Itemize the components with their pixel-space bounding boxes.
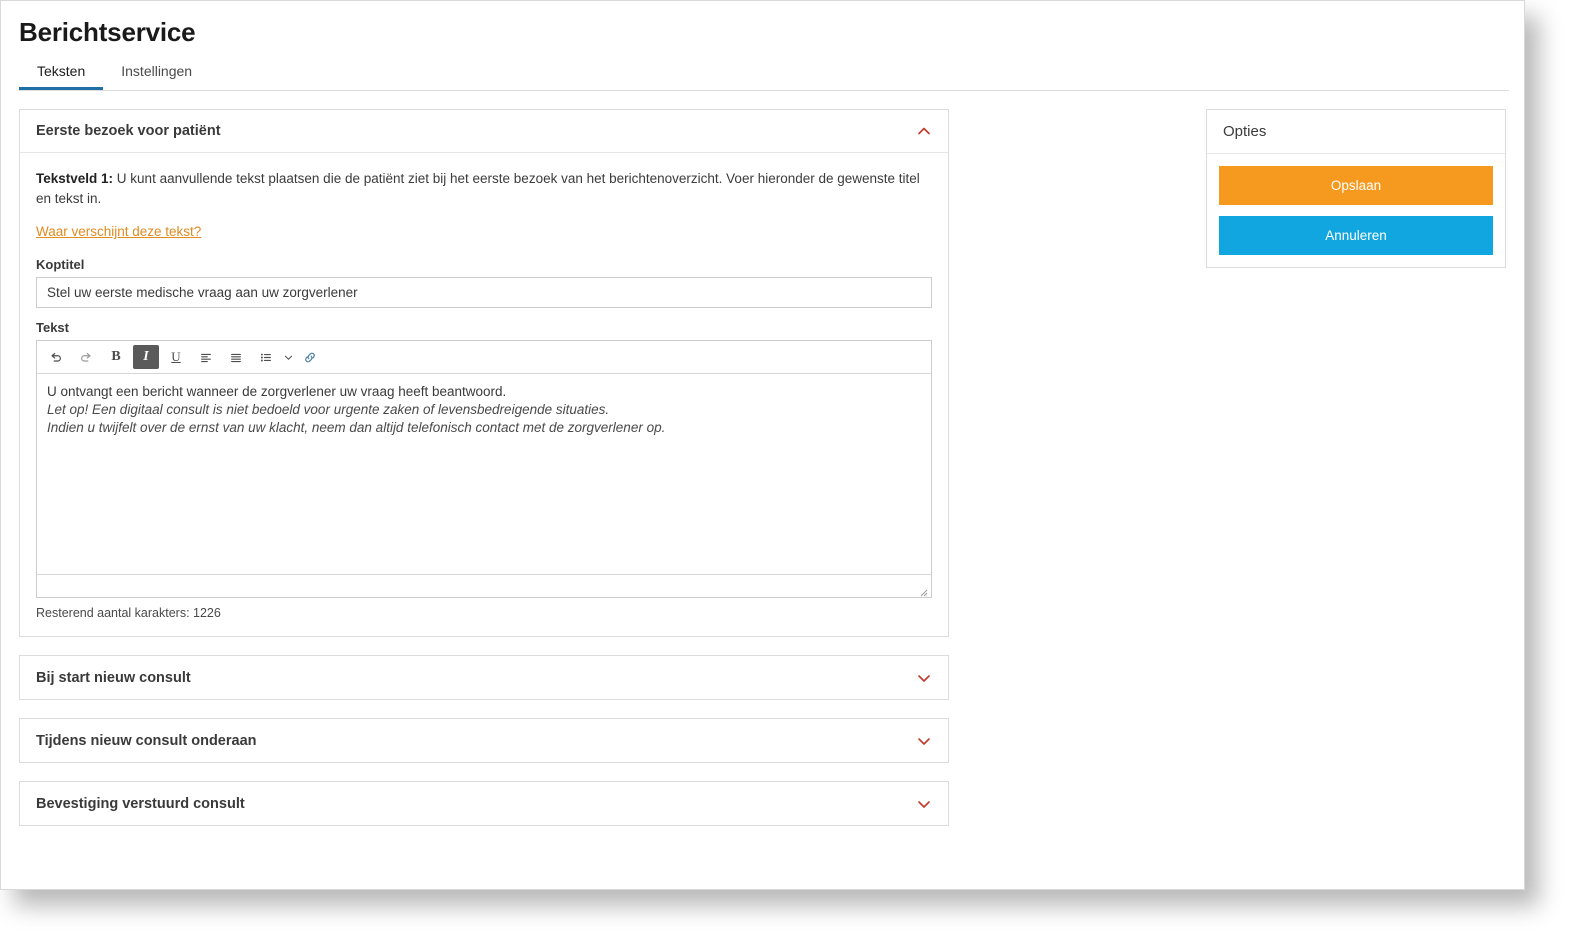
editor-content[interactable] — [37, 374, 931, 574]
save-button[interactable]: Opslaan — [1219, 166, 1493, 205]
editor-line-3: Indien u twijfelt over de ernst van uw klacht, neem dan altijd telefonisch contact met de zorgverlener op. — [47, 420, 666, 435]
page-title: Berichtservice — [19, 17, 196, 47]
resize-handle-icon[interactable] — [918, 584, 928, 594]
koptitel-label: Koptitel — [36, 257, 85, 272]
section-title: Eerste bezoek voor patiënt — [36, 123, 221, 139]
align-justify-icon[interactable] — [223, 345, 249, 369]
sections-column — [19, 109, 949, 844]
koptitel-input[interactable] — [36, 277, 932, 308]
help-link-waar-verschijnt[interactable]: Waar verschijnt deze tekst? — [36, 224, 202, 239]
section-bij-start-nieuw-consult — [19, 655, 949, 700]
section-eerste-bezoek — [19, 109, 949, 637]
section-header-eerste-bezoek[interactable] — [20, 110, 948, 153]
options-title: Opties — [1223, 123, 1267, 140]
section-title: Bij start nieuw consult — [36, 669, 191, 686]
options-column — [1206, 109, 1506, 844]
section-header-bevestiging-verstuurd-consult[interactable] — [20, 782, 948, 825]
options-header — [1207, 110, 1505, 154]
editor-line-2: Let op! Een digitaal consult is niet bedoeld voor urgente zaken of levensbedreigende situaties. — [47, 402, 610, 417]
tekst-label: Tekst — [36, 320, 69, 335]
chevron-down-icon[interactable] — [916, 670, 932, 686]
link-icon[interactable] — [297, 345, 323, 369]
editor-line-1: U ontvangt een bericht wanneer de zorgverlener uw vraag heeft beantwoord. — [47, 384, 507, 399]
italic-icon[interactable]: I — [133, 345, 159, 369]
section-title: Tijdens nieuw consult onderaan — [36, 732, 257, 749]
section-bevestiging-verstuurd-consult — [19, 781, 949, 826]
content-area — [1, 91, 1524, 862]
chevron-down-icon[interactable] — [916, 796, 932, 812]
chevron-down-icon[interactable] — [916, 733, 932, 749]
rich-text-editor — [36, 340, 932, 598]
section-description-text: U kunt aanvullende tekst plaatsen die de patiënt ziet bij het eerste bezoek van het berichtenoverzicht. Voer hieronder de gewenste titel en tekst in. — [36, 171, 920, 206]
layout-spacer — [949, 109, 1206, 844]
section-tijdens-nieuw-consult-onderaan — [19, 718, 949, 763]
underline-icon[interactable]: U — [163, 345, 189, 369]
tab-instellingen[interactable]: Instellingen — [121, 63, 193, 79]
redo-icon[interactable] — [73, 345, 99, 369]
section-description — [36, 169, 932, 209]
align-left-icon[interactable] — [193, 345, 219, 369]
cancel-button[interactable]: Annuleren — [1219, 216, 1493, 255]
editor-footer — [37, 574, 931, 597]
bullet-list-icon[interactable] — [253, 345, 279, 369]
character-counter: Resterend aantal karakters: 1226 — [36, 606, 221, 620]
editor-toolbar — [37, 341, 931, 374]
section-description-label: Tekstveld 1: — [36, 171, 114, 186]
undo-icon[interactable] — [43, 345, 69, 369]
bold-icon[interactable]: B — [103, 345, 129, 369]
tab-bar — [19, 60, 1509, 91]
options-panel — [1206, 109, 1506, 268]
section-body-eerste-bezoek — [20, 153, 948, 636]
section-header-tijdens-nieuw-consult-onderaan[interactable] — [20, 719, 948, 762]
options-body — [1207, 154, 1505, 267]
chevron-down-icon[interactable] — [281, 345, 295, 369]
section-header-bij-start-nieuw-consult[interactable] — [20, 656, 948, 699]
section-title: Bevestiging verstuurd consult — [36, 795, 245, 812]
chevron-up-icon[interactable] — [916, 123, 932, 139]
tab-teksten[interactable]: Teksten — [19, 57, 103, 90]
